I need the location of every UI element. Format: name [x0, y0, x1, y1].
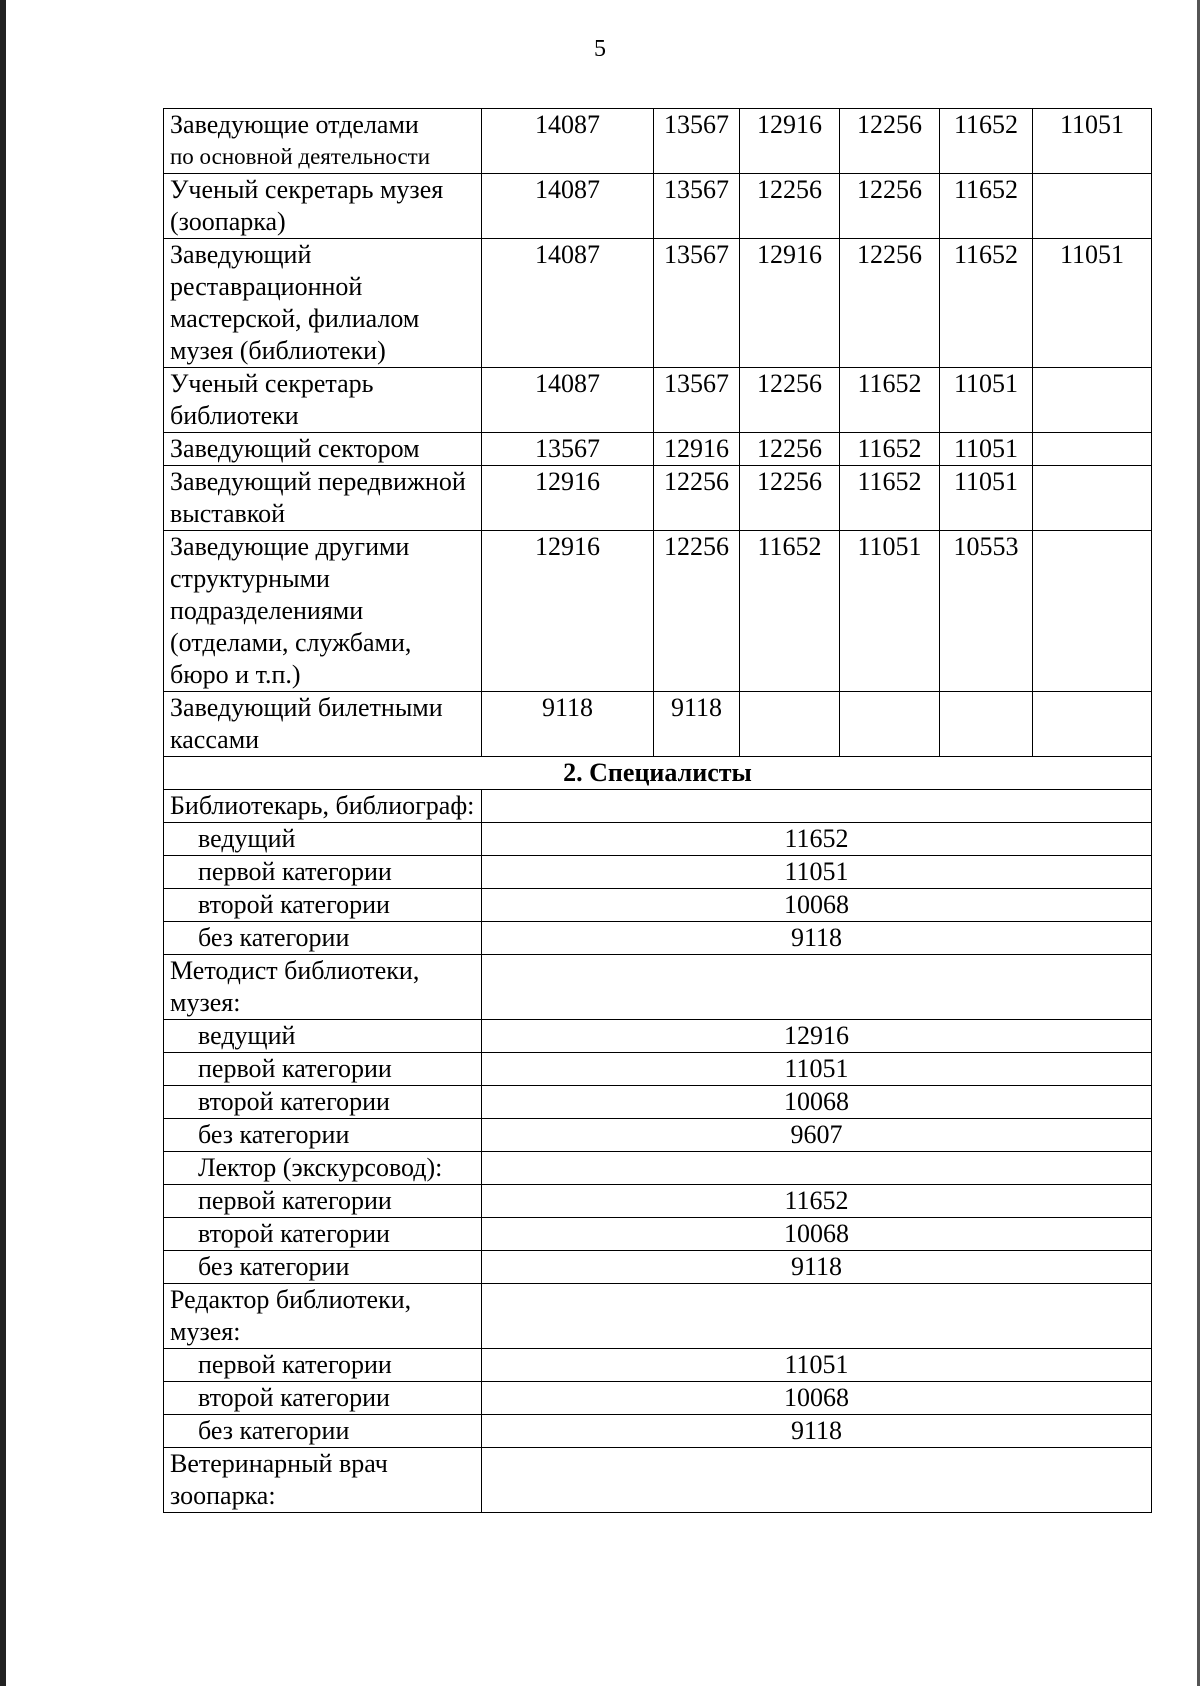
- salary-value: 11051: [840, 531, 940, 692]
- empty-cell: [482, 1448, 1152, 1513]
- salary-value: 11652: [940, 239, 1033, 368]
- category-label: второй категории: [164, 889, 482, 922]
- group-heading-row: [164, 955, 1152, 1020]
- salary-value: 12256: [740, 433, 840, 466]
- table-row: [164, 1086, 1152, 1119]
- salary-value: 13567: [654, 109, 740, 174]
- table-row: [164, 531, 1152, 692]
- table-row: [164, 433, 1152, 466]
- salary-value: 11051: [482, 1349, 1152, 1382]
- salary-value: 13567: [482, 433, 654, 466]
- table-row: [164, 1053, 1152, 1086]
- salary-value: [1033, 692, 1152, 757]
- salary-value: 12916: [482, 466, 654, 531]
- salary-value: 10068: [482, 1382, 1152, 1415]
- position-label: Ученый секретарь библиотеки: [164, 368, 482, 433]
- position-label: [164, 109, 482, 174]
- category-label: без категории: [164, 922, 482, 955]
- empty-cell: [482, 955, 1152, 1020]
- position-label: [164, 174, 482, 239]
- category-label: второй категории: [164, 1086, 482, 1119]
- salary-value: 10068: [482, 1218, 1152, 1251]
- salary-value: 11051: [482, 1053, 1152, 1086]
- table-row: [164, 109, 1152, 174]
- category-label: второй категории: [164, 1382, 482, 1415]
- page-number: 5: [594, 36, 606, 62]
- salary-value: 11652: [940, 174, 1033, 239]
- table-row: [164, 823, 1152, 856]
- empty-cell: [482, 790, 1152, 823]
- table-row: [164, 1415, 1152, 1448]
- salary-value: 9118: [482, 692, 654, 757]
- salary-value: [940, 692, 1033, 757]
- salary-value: 13567: [654, 368, 740, 433]
- salary-value: 9118: [654, 692, 740, 757]
- salary-value: [840, 692, 940, 757]
- salary-value: 12256: [840, 174, 940, 239]
- salary-value: 11652: [740, 531, 840, 692]
- salary-value: 11652: [840, 368, 940, 433]
- salary-value: [1033, 531, 1152, 692]
- salary-value: 14087: [482, 368, 654, 433]
- position-label: Заведующий реставрационной мастерской, филиалом музея (библиотеки): [164, 239, 482, 368]
- position-label-line: Заведующие отделами: [170, 110, 419, 139]
- section-row: [164, 757, 1152, 790]
- salary-value: 14087: [482, 239, 654, 368]
- table-row: [164, 239, 1152, 368]
- category-label: без категории: [164, 1415, 482, 1448]
- salary-value: [1033, 174, 1152, 239]
- salary-value: 12256: [840, 239, 940, 368]
- category-label: первой категории: [164, 1185, 482, 1218]
- salary-value: [1033, 433, 1152, 466]
- salary-value: 10068: [482, 1086, 1152, 1119]
- table-row: [164, 1382, 1152, 1415]
- salary-value: 9118: [482, 922, 1152, 955]
- table-row: [164, 1218, 1152, 1251]
- salary-value: 11051: [940, 368, 1033, 433]
- table-row: [164, 692, 1152, 757]
- scan-edge-left: [0, 0, 6, 1686]
- position-label-line: (зоопарка): [170, 207, 286, 236]
- table-row: [164, 1185, 1152, 1218]
- table-row: [164, 889, 1152, 922]
- table-row: [164, 856, 1152, 889]
- category-label: первой категории: [164, 856, 482, 889]
- category-label: ведущий: [164, 1020, 482, 1053]
- category-label: без категории: [164, 1119, 482, 1152]
- salary-value: 12916: [482, 531, 654, 692]
- position-label: Заведующие другими структурными подразделениями (отделами, службами, бюро и т.п.): [164, 531, 482, 692]
- group-heading: Библиотекарь, библиограф:: [164, 790, 482, 823]
- category-label: ведущий: [164, 823, 482, 856]
- salary-value: 9607: [482, 1119, 1152, 1152]
- group-heading-row: [164, 790, 1152, 823]
- salary-value: 11652: [840, 466, 940, 531]
- salary-value: 9118: [482, 1415, 1152, 1448]
- section-title: 2. Специалисты: [164, 757, 1152, 790]
- table-row: [164, 1349, 1152, 1382]
- salary-value: 12916: [740, 239, 840, 368]
- table-row: [164, 1251, 1152, 1284]
- position-label: Заведующий сектором: [164, 433, 482, 466]
- salary-value: 11652: [482, 823, 1152, 856]
- salary-value: 10553: [940, 531, 1033, 692]
- salary-value: 12256: [654, 466, 740, 531]
- category-label: без категории: [164, 1251, 482, 1284]
- salary-value: 11652: [840, 433, 940, 466]
- salary-value: 11051: [1033, 239, 1152, 368]
- empty-cell: [482, 1284, 1152, 1349]
- position-label: Заведующий передвижной выставкой: [164, 466, 482, 531]
- category-label: первой категории: [164, 1349, 482, 1382]
- salary-value: 13567: [654, 174, 740, 239]
- salary-value: [740, 692, 840, 757]
- salary-value: [1033, 368, 1152, 433]
- position-label-line: Ученый секретарь музея: [170, 175, 444, 204]
- salary-value: [1033, 466, 1152, 531]
- table-row: [164, 922, 1152, 955]
- table-row: [164, 466, 1152, 531]
- salary-value: 12916: [482, 1020, 1152, 1053]
- salary-value: 12256: [740, 466, 840, 531]
- salary-value: 12256: [840, 109, 940, 174]
- group-heading: Лектор (экскурсовод):: [164, 1152, 482, 1185]
- salary-value: 11051: [940, 433, 1033, 466]
- salary-value: 11051: [482, 856, 1152, 889]
- group-heading-row: [164, 1284, 1152, 1349]
- group-heading-row: [164, 1448, 1152, 1513]
- salary-table: [163, 108, 1152, 1513]
- salary-value: 9118: [482, 1251, 1152, 1284]
- table-row: [164, 1020, 1152, 1053]
- group-heading: Методист библиотеки, музея:: [164, 955, 482, 1020]
- table-row: [164, 368, 1152, 433]
- salary-value: 12256: [740, 368, 840, 433]
- salary-value: 11652: [482, 1185, 1152, 1218]
- salary-value: 14087: [482, 109, 654, 174]
- table-row: [164, 1119, 1152, 1152]
- category-label: первой категории: [164, 1053, 482, 1086]
- group-heading-row: [164, 1152, 1152, 1185]
- salary-value: 10068: [482, 889, 1152, 922]
- position-label-line: по основной деятельности: [170, 144, 431, 169]
- category-label: второй категории: [164, 1218, 482, 1251]
- salary-value: 11051: [1033, 109, 1152, 174]
- salary-value: 12916: [654, 433, 740, 466]
- empty-cell: [482, 1152, 1152, 1185]
- salary-value: 11652: [940, 109, 1033, 174]
- salary-value: 12256: [654, 531, 740, 692]
- group-heading: Ветеринарный врач зоопарка:: [164, 1448, 482, 1513]
- salary-value: 12916: [740, 109, 840, 174]
- table-row: [164, 174, 1152, 239]
- position-label: Заведующий билетными кассами: [164, 692, 482, 757]
- salary-value: 14087: [482, 174, 654, 239]
- salary-value: 12256: [740, 174, 840, 239]
- salary-value: 13567: [654, 239, 740, 368]
- salary-value: 11051: [940, 466, 1033, 531]
- group-heading: Редактор библиотеки, музея:: [164, 1284, 482, 1349]
